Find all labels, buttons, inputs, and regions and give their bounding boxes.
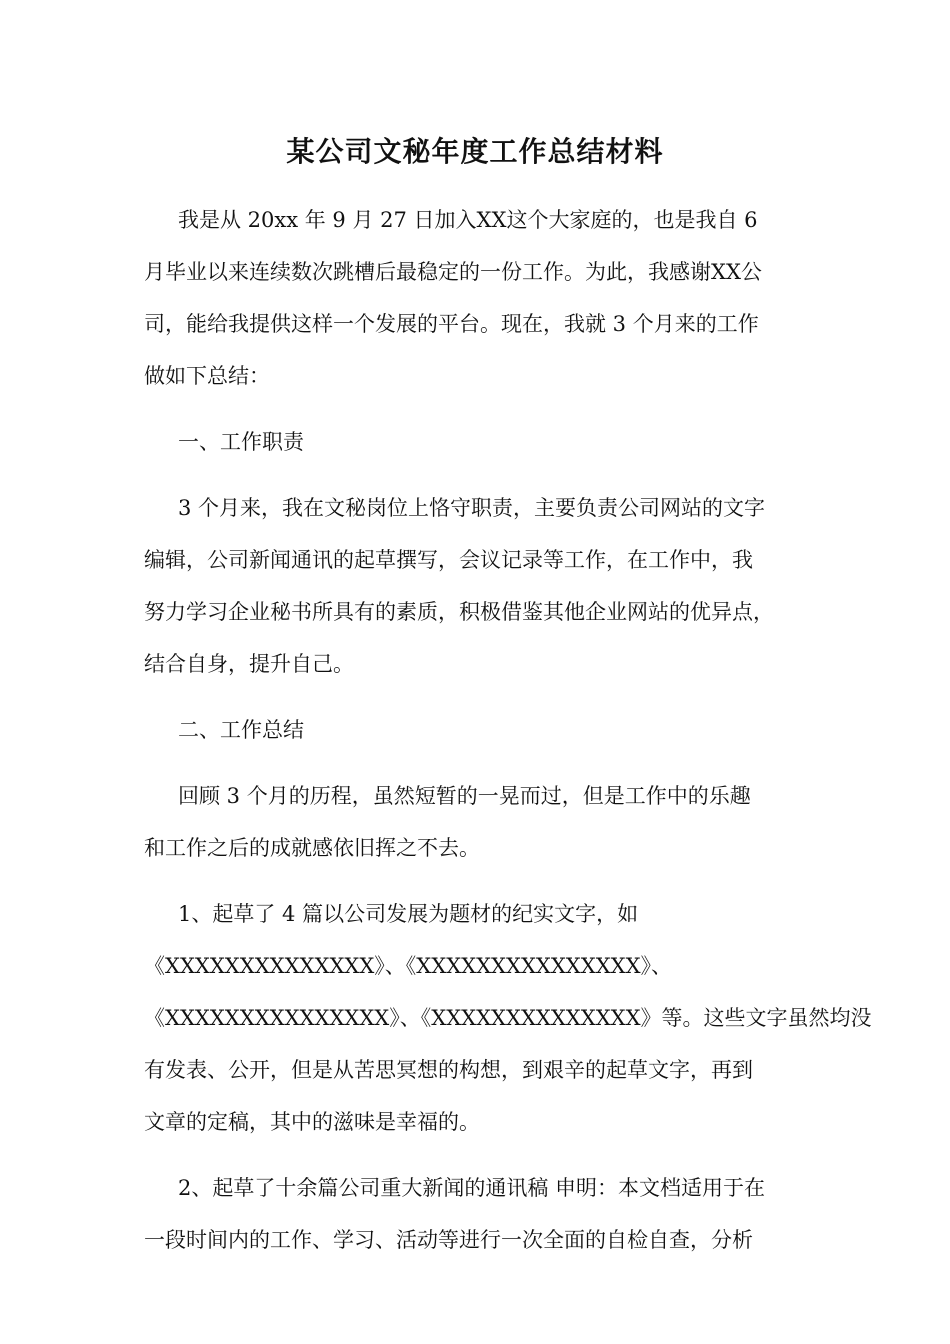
body-line: 1、起草了 4 篇以公司发展为题材的纪实文字，如 [178,902,639,926]
body-line: 有发表、公开，但是从苦思冥想的构想，到艰辛的起草文字，再到 [144,1058,753,1082]
body-line: 一段时间内的工作、学习、活动等进行一次全面的自检自查，分析 [144,1228,753,1252]
document-title: 某公司文秘年度工作总结材料 [286,135,664,168]
document-body [144,194,872,1266]
body-line: 月毕业以来连续数次跳槽后最稳定的一份工作。为此，我感谢XX公 [144,260,762,284]
body-line: 努力学习企业秘书所具有的素质，积极借鉴其他企业网站的优异点， [144,600,774,624]
body-line: 我是从 20xx 年 9 月 27 日加入XX这个大家庭的，也是我自 6 [178,208,758,232]
body-line: 结合自身，提升自己。 [144,652,354,676]
body-line: 回顾 3 个月的历程，虽然短暂的一晃而过，但是工作中的乐趣 [178,784,751,808]
section-heading: 一、工作职责 [178,430,304,454]
body-line: 文章的定稿，其中的滋味是幸福的。 [144,1110,480,1134]
body-line: 《XXXXXXXXXXXXXXX》、《XXXXXXXXXXXXXX》等。这些文字虽然均没 [144,1006,872,1030]
section-heading: 二、工作总结 [178,718,304,742]
body-line: 《XXXXXXXXXXXXXX》、《XXXXXXXXXXXXXXX》、 [144,954,673,978]
body-line: 编辑，公司新闻通讯的起草撰写，会议记录等工作，在工作中，我 [144,548,753,572]
body-line: 3 个月来，我在文秘岗位上恪守职责，主要负责公司网站的文字 [178,496,766,520]
body-line: 和工作之后的成就感依旧挥之不去。 [144,836,480,860]
body-line: 做如下总结： [144,364,270,388]
body-line: 司，能给我提供这样一个发展的平台。现在，我就 3 个月来的工作 [144,312,759,336]
body-line: 2、起草了十余篇公司重大新闻的通讯稿 申明：本文档适用于在 [178,1176,766,1200]
